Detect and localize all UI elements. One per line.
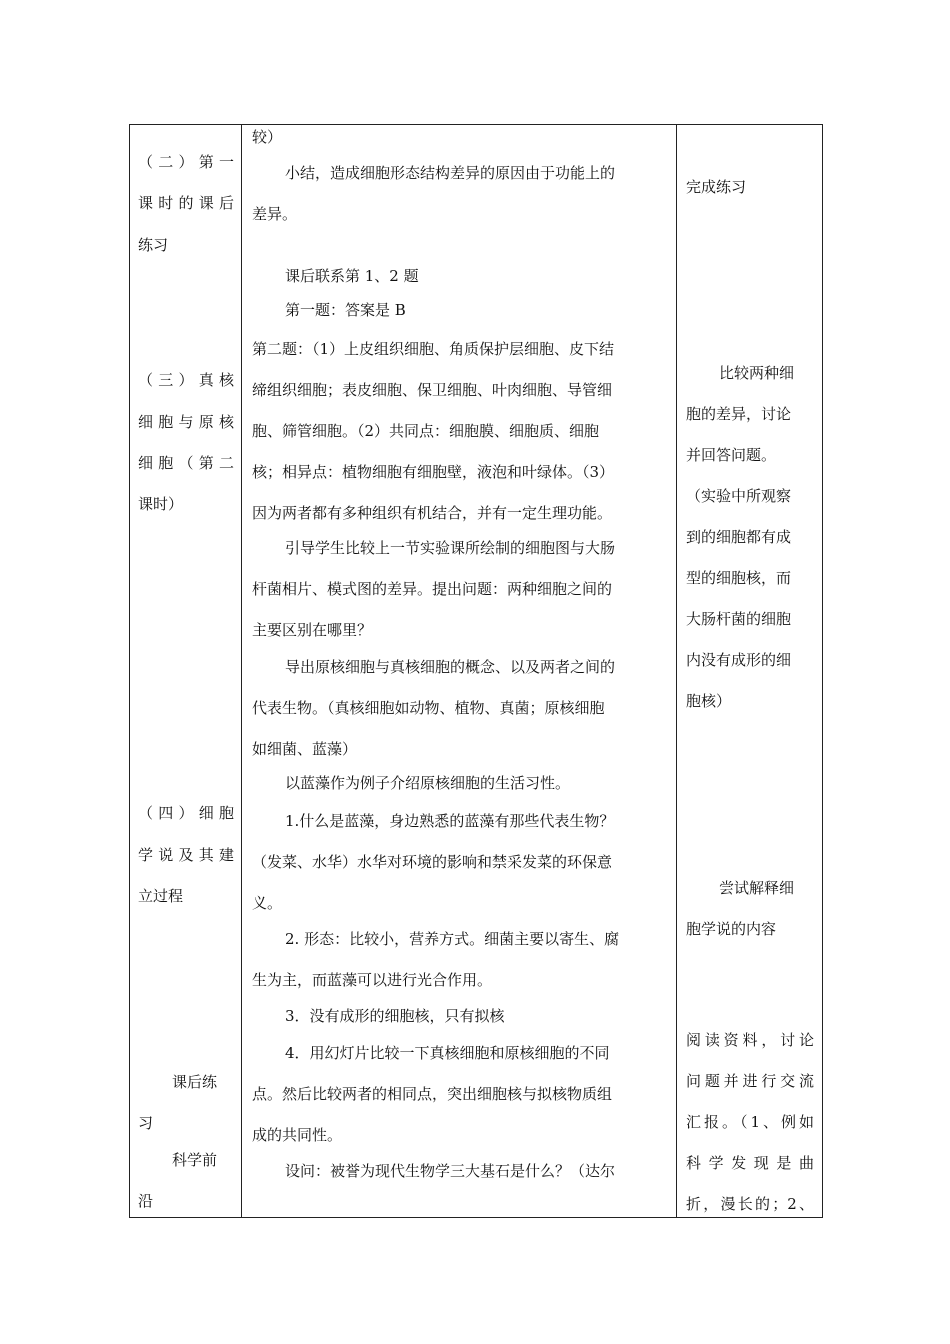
activity-line: 胞核）: [686, 692, 732, 710]
section-title-3-line-2: 细胞与原核: [138, 413, 234, 431]
homework-title-line-2: 习: [138, 1114, 154, 1132]
activity-line: 到的细胞都有成: [686, 528, 792, 546]
activity-line: 比较两种细: [719, 364, 795, 382]
activity-line: 内没有成形的细: [686, 651, 792, 669]
content-line: 4．用幻灯片比较一下真核细胞和原核细胞的不同: [285, 1044, 610, 1062]
section-title-2-line-1: （二）第一: [138, 153, 234, 171]
activity-line: 问题并进行交流: [686, 1072, 814, 1090]
activity-line: （实验中所观察: [686, 487, 792, 505]
content-line: 主要区别在哪里？: [252, 621, 373, 639]
section-title-4-line-1: （四）细胞: [138, 804, 234, 822]
activity-line: 尝试解释细: [719, 879, 795, 897]
section-title-4-line-2: 学说及其建: [138, 846, 234, 864]
activity-line: 胞学说的内容: [686, 920, 777, 938]
content-line: 胞、筛管细胞。（2）共同点：细胞膜、细胞质、细胞: [252, 422, 600, 440]
content-line: 导出原核细胞与真核细胞的概念、以及两者之间的: [285, 658, 616, 676]
activity-line: 汇报。（1、例如: [686, 1113, 814, 1131]
section-title-2-line-2: 课时的课后: [138, 194, 234, 212]
activity-line: 完成练习: [686, 178, 747, 196]
section-title-3-line-3: 细胞（第二: [138, 454, 234, 472]
activity-line: 并回答问题。: [686, 446, 777, 464]
science-frontier-title-line-1: 科学前: [172, 1151, 218, 1169]
activity-line: 胞的差异，讨论: [686, 405, 792, 423]
content-line: 以蓝藻作为例子介绍原核细胞的生活习性。: [285, 774, 571, 792]
column-divider-right: [676, 125, 677, 1217]
content-line: 第一题：答案是 B: [285, 301, 406, 319]
content-line: 3．没有成形的细胞核，只有拟核: [285, 1007, 505, 1025]
section-title-3-line-1: （三）真核: [138, 371, 234, 389]
activity-line: 科学发现是曲: [686, 1154, 814, 1172]
activity-line: 大肠杆菌的细胞: [686, 610, 792, 628]
content-line: （发菜、水华）水华对环境的影响和禁采发菜的环保意: [252, 853, 613, 871]
content-line: 引导学生比较上一节实验课所绘制的细胞图与大肠: [285, 539, 616, 557]
content-line: 1.什么是蓝藻，身边熟悉的蓝藻有那些代表生物？: [285, 812, 615, 830]
content-line: 代表生物。（真核细胞如动物、植物、真菌；原核细胞: [252, 699, 605, 717]
activity-line: 阅读资料，讨论: [686, 1031, 814, 1049]
activity-line: 折，漫长的；2、: [686, 1195, 814, 1213]
content-line: 差异。: [252, 205, 298, 223]
section-title-4-line-3: 立过程: [138, 887, 184, 905]
content-line: 点。然后比较两者的相同点，突出细胞核与拟核物质组: [252, 1085, 613, 1103]
content-line: 如细菌、蓝藻）: [252, 740, 358, 758]
activity-line: 型的细胞核，而: [686, 569, 792, 587]
homework-title-line-1: 课后练: [172, 1073, 218, 1091]
content-line: 生为主，而蓝藻可以进行光合作用。: [252, 971, 493, 989]
content-line: 核；相异点：植物细胞有细胞壁，液泡和叶绿体。（3）: [252, 463, 615, 481]
content-line: 杆菌相片、模式图的差异。提出问题：两种细胞之间的: [252, 580, 613, 598]
content-line: 设问：被誉为现代生物学三大基石是什么？（达尔: [285, 1162, 616, 1180]
content-line: 因为两者都有多种组织有机结合，并有一定生理功能。: [252, 504, 613, 522]
content-line: 缔组织细胞；表皮细胞、保卫细胞、叶肉细胞、导管细: [252, 381, 613, 399]
column-divider-left: [241, 125, 242, 1217]
content-line: 2. 形态：比较小，营养方式。细菌主要以寄生、腐: [285, 930, 620, 948]
content-line: 较）: [252, 128, 283, 146]
content-line: 成的共同性。: [252, 1126, 343, 1144]
section-title-3-line-4: 课时）: [138, 495, 184, 513]
science-frontier-title-line-2: 沿: [138, 1192, 154, 1210]
content-line: 课后联系第 1、2 题: [285, 267, 419, 285]
content-line: 第二题：（1）上皮组织细胞、角质保护层细胞、皮下结: [252, 340, 615, 358]
section-title-2-line-3: 练习: [138, 236, 169, 254]
content-line: 义。: [252, 894, 283, 912]
content-line: 小结，造成细胞形态结构差异的原因由于功能上的: [285, 164, 616, 182]
